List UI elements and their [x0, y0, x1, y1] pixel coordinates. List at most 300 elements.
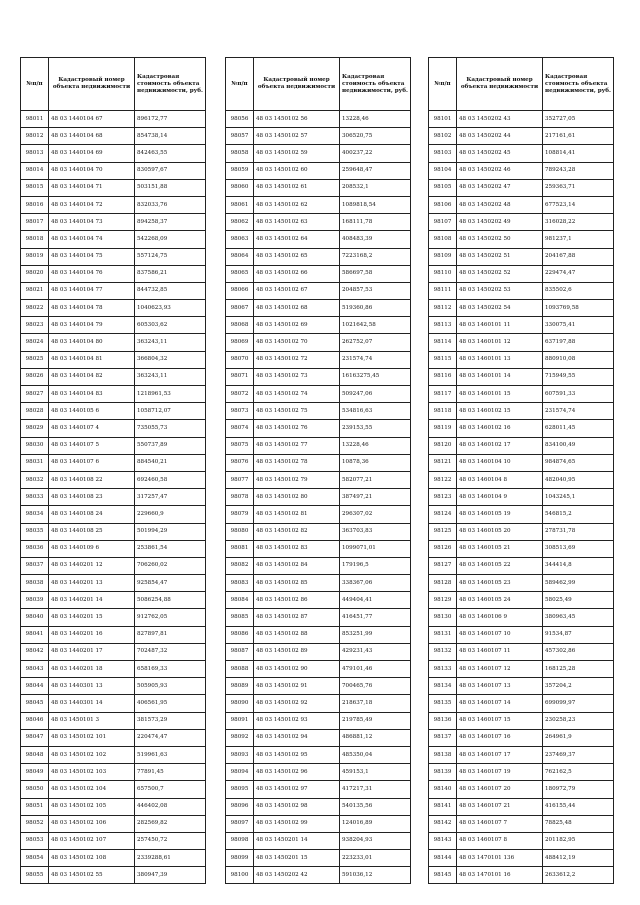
cadastral-number: 48 03 1440104 76 [49, 265, 135, 282]
table-row [429, 557, 614, 574]
cadastral-value: 108814,41 [543, 145, 614, 162]
cadastral-number: 48 03 1440104 79 [49, 317, 135, 334]
cadastral-value: 201182,95 [543, 832, 614, 849]
table-row [226, 575, 411, 592]
cadastral-number: 48 03 1450202 52 [457, 265, 543, 282]
cadastral-number: 48 03 1460105 24 [457, 592, 543, 609]
table-row [226, 678, 411, 695]
table-row [226, 471, 411, 488]
cadastral-number: 48 03 1450102 90 [254, 661, 340, 678]
row-number: 98027 [21, 386, 49, 403]
table-row [429, 128, 614, 145]
row-number: 98056 [226, 111, 254, 128]
cadastral-value: 457302,86 [543, 643, 614, 660]
cadastral-value: 605303,62 [135, 317, 206, 334]
cadastral-number: 48 03 1450102 82 [254, 523, 340, 540]
cadastral-number: 48 03 1440201 18 [49, 661, 135, 678]
table-row [429, 798, 614, 815]
cadastral-number: 48 03 1440107 5 [49, 437, 135, 454]
cadastral-value: 77891,45 [135, 764, 206, 781]
cadastral-value: 699099,97 [543, 695, 614, 712]
cadastral-number: 48 03 1450102 55 [49, 867, 135, 884]
cadastral-value: 827897,81 [135, 626, 206, 643]
cadastral-number: 48 03 1440104 74 [49, 231, 135, 248]
cadastral-value: 486881,12 [340, 729, 411, 746]
cadastral-value: 352727,05 [543, 111, 614, 128]
row-number: 98023 [21, 317, 49, 334]
cadastral-value: 179196,5 [340, 557, 411, 574]
cadastral-number: 48 03 1450102 61 [254, 179, 340, 196]
table-row [226, 661, 411, 678]
table-row [226, 781, 411, 798]
row-number: 98036 [21, 540, 49, 557]
table-row [429, 196, 614, 213]
table-row [21, 282, 206, 299]
cadastral-value: 2633612,2 [543, 867, 614, 884]
cadastral-value: 306520,75 [340, 128, 411, 145]
table-row [21, 179, 206, 196]
table-row [429, 231, 614, 248]
table-row [21, 145, 206, 162]
cadastral-value: 278731,78 [543, 523, 614, 540]
row-number: 98081 [226, 540, 254, 557]
table-row [226, 592, 411, 609]
row-number: 98017 [21, 214, 49, 231]
cadastral-value: 416451,77 [340, 609, 411, 626]
row-number: 98020 [21, 265, 49, 282]
table-row [21, 661, 206, 678]
table-row [226, 454, 411, 471]
row-number: 98047 [21, 729, 49, 746]
cadastral-value: 896172,77 [135, 111, 206, 128]
table-row [226, 712, 411, 729]
table-row [226, 111, 411, 128]
table-row [429, 540, 614, 557]
cadastral-value: 239153,55 [340, 420, 411, 437]
row-number: 98111 [429, 282, 457, 299]
cadastral-value: 1040623,93 [135, 300, 206, 317]
table-row [429, 609, 614, 626]
cadastral-number: 48 03 1460107 8 [457, 832, 543, 849]
table-header-row [21, 58, 206, 111]
row-number: 98097 [226, 815, 254, 832]
cadastral-value: 912762,05 [135, 609, 206, 626]
cadastral-number: 48 03 1460101 13 [457, 351, 543, 368]
cadastral-number: 48 03 1450102 74 [254, 386, 340, 403]
table-row [226, 729, 411, 746]
cadastral-value: 540135,56 [340, 798, 411, 815]
row-number: 98084 [226, 592, 254, 609]
table-row [429, 317, 614, 334]
table-row [429, 265, 614, 282]
cadastral-number: 48 03 1460104 9 [457, 489, 543, 506]
row-number: 98145 [429, 867, 457, 884]
cadastral-value: 534816,63 [340, 403, 411, 420]
cadastral-value: 168111,78 [340, 214, 411, 231]
cadastral-value: 884540,21 [135, 454, 206, 471]
cadastral-number: 48 03 1440104 71 [49, 179, 135, 196]
row-number: 98077 [226, 471, 254, 488]
row-number: 98037 [21, 557, 49, 574]
cadastral-value: 702487,32 [135, 643, 206, 660]
row-number: 98054 [21, 850, 49, 867]
row-number: 98094 [226, 764, 254, 781]
cadastral-value: 488412,19 [543, 850, 614, 867]
cadastral-number: 48 03 1450102 85 [254, 575, 340, 592]
cadastral-number: 48 03 1460105 20 [457, 523, 543, 540]
cadastral-value: 218637,18 [340, 695, 411, 712]
table-row [21, 162, 206, 179]
cadastral-value: 637197,88 [543, 334, 614, 351]
table-row [429, 867, 614, 884]
cadastral-table-2 [225, 57, 411, 884]
row-number: 98030 [21, 437, 49, 454]
cadastral-number: 48 03 1460107 7 [457, 815, 543, 832]
cadastral-value: 380963,45 [543, 609, 614, 626]
row-number: 98021 [21, 282, 49, 299]
cadastral-value: 894258,37 [135, 214, 206, 231]
row-number: 98063 [226, 231, 254, 248]
row-number: 98016 [21, 196, 49, 213]
row-number: 98092 [226, 729, 254, 746]
cadastral-value: 230258,23 [543, 712, 614, 729]
row-number: 98031 [21, 454, 49, 471]
row-number: 98052 [21, 815, 49, 832]
cadastral-value: 557124,75 [135, 248, 206, 265]
table-row [226, 300, 411, 317]
table-row [21, 196, 206, 213]
cadastral-value: 204857,53 [340, 282, 411, 299]
row-number: 98082 [226, 557, 254, 574]
table-row [226, 626, 411, 643]
table-row [21, 506, 206, 523]
row-number: 98143 [429, 832, 457, 849]
row-number: 98106 [429, 196, 457, 213]
cadastral-value: 854738,14 [135, 128, 206, 145]
cadastral-value: 237469,37 [543, 746, 614, 763]
cadastral-value: 366804,32 [135, 351, 206, 368]
row-number: 98011 [21, 111, 49, 128]
cadastral-value: 223233,01 [340, 850, 411, 867]
table-row [226, 798, 411, 815]
cadastral-number: 48 03 1450202 47 [457, 179, 543, 196]
table-row [21, 128, 206, 145]
cadastral-value: 406561,95 [135, 695, 206, 712]
row-number: 98123 [429, 489, 457, 506]
cadastral-number: 48 03 1440301 14 [49, 695, 135, 712]
cadastral-number: 48 03 1460107 12 [457, 661, 543, 678]
table-row [429, 832, 614, 849]
table-row [226, 351, 411, 368]
table-row [21, 575, 206, 592]
cadastral-number: 48 03 1440108 22 [49, 471, 135, 488]
table-row [21, 678, 206, 695]
row-number: 98053 [21, 832, 49, 849]
cadastral-value: 519961,63 [135, 746, 206, 763]
table-row [21, 540, 206, 557]
row-number: 98014 [21, 162, 49, 179]
cadastral-value: 938204,93 [340, 832, 411, 849]
cadastral-number: 48 03 1450201 15 [254, 850, 340, 867]
table-row [226, 317, 411, 334]
cadastral-number: 48 03 1450102 95 [254, 746, 340, 763]
cadastral-value: 628011,45 [543, 420, 614, 437]
cadastral-number: 48 03 1440104 68 [49, 128, 135, 145]
table-row [21, 214, 206, 231]
cadastral-value: 204167,88 [543, 248, 614, 265]
cadastral-number: 48 03 1460107 11 [457, 643, 543, 660]
table-row [21, 386, 206, 403]
cadastral-number: 48 03 1460105 21 [457, 540, 543, 557]
table-row [21, 351, 206, 368]
row-number: 98046 [21, 712, 49, 729]
table-row [226, 214, 411, 231]
cadastral-value: 124016,89 [340, 815, 411, 832]
row-number: 98109 [429, 248, 457, 265]
cadastral-number: 48 03 1450102 70 [254, 334, 340, 351]
row-number: 98034 [21, 506, 49, 523]
cadastral-number: 48 03 1450202 50 [457, 231, 543, 248]
row-number: 98066 [226, 282, 254, 299]
cadastral-value: 519360,86 [340, 300, 411, 317]
cadastral-value: 835502,6 [543, 282, 614, 299]
table-row [226, 248, 411, 265]
row-number: 98079 [226, 506, 254, 523]
cadastral-value: 837586,21 [135, 265, 206, 282]
cadastral-value: 416155,44 [543, 798, 614, 815]
row-number: 98127 [429, 557, 457, 574]
cadastral-number: 48 03 1450102 64 [254, 231, 340, 248]
cadastral-number: 48 03 1450102 68 [254, 300, 340, 317]
cadastral-number: 48 03 1460105 23 [457, 575, 543, 592]
row-number: 98072 [226, 386, 254, 403]
cadastral-number: 48 03 1460107 10 [457, 626, 543, 643]
cadastral-value: 1089818,54 [340, 196, 411, 213]
row-number: 98086 [226, 626, 254, 643]
cadastral-number: 48 03 1450102 79 [254, 471, 340, 488]
table-row [226, 128, 411, 145]
cadastral-value: 589462,99 [543, 575, 614, 592]
table-row [429, 712, 614, 729]
row-number: 98012 [21, 128, 49, 145]
row-number: 98132 [429, 643, 457, 660]
cadastral-number: 48 03 1450202 51 [457, 248, 543, 265]
cadastral-number: 48 03 1460107 19 [457, 764, 543, 781]
cadastral-value: 844732,85 [135, 282, 206, 299]
table-row [21, 317, 206, 334]
cadastral-number: 48 03 1450102 107 [49, 832, 135, 849]
table-row [429, 145, 614, 162]
row-number: 98107 [429, 214, 457, 231]
table-row [21, 712, 206, 729]
cadastral-number: 48 03 1450202 48 [457, 196, 543, 213]
cadastral-value: 607591,33 [543, 386, 614, 403]
cadastral-value: 582077,21 [340, 471, 411, 488]
row-number: 98117 [429, 386, 457, 403]
table-row [21, 695, 206, 712]
cadastral-value: 479101,46 [340, 661, 411, 678]
header-num: №п/п [21, 58, 49, 111]
cadastral-value: 700465,76 [340, 678, 411, 695]
row-number: 98060 [226, 179, 254, 196]
cadastral-number: 48 03 1460107 15 [457, 712, 543, 729]
cadastral-number: 48 03 1450102 63 [254, 214, 340, 231]
table-row [429, 575, 614, 592]
cadastral-value: 1021642,58 [340, 317, 411, 334]
cadastral-number: 48 03 1460107 14 [457, 695, 543, 712]
header-cadastral-number: Кадастровый номер объекта недвижимости [457, 58, 543, 111]
cadastral-number: 48 03 1450201 14 [254, 832, 340, 849]
cadastral-value: 262752,07 [340, 334, 411, 351]
cadastral-value: 550737,89 [135, 437, 206, 454]
table-row [429, 764, 614, 781]
row-number: 98136 [429, 712, 457, 729]
row-number: 98074 [226, 420, 254, 437]
table-row [429, 626, 614, 643]
table-row [429, 403, 614, 420]
row-number: 98108 [429, 231, 457, 248]
row-number: 98093 [226, 746, 254, 763]
cadastral-number: 48 03 1450102 57 [254, 128, 340, 145]
cadastral-value: 984874,65 [543, 454, 614, 471]
cadastral-number: 48 03 1450202 45 [457, 145, 543, 162]
cadastral-number: 48 03 1450102 102 [49, 746, 135, 763]
cadastral-number: 48 03 1440201 16 [49, 626, 135, 643]
table-row [21, 231, 206, 248]
cadastral-value: 168125,28 [543, 661, 614, 678]
row-number: 98110 [429, 265, 457, 282]
cadastral-number: 48 03 1460102 15 [457, 403, 543, 420]
cadastral-number: 48 03 1450102 62 [254, 196, 340, 213]
row-number: 98098 [226, 832, 254, 849]
header-num: №п/п [226, 58, 254, 111]
cadastral-number: 48 03 1460106 9 [457, 609, 543, 626]
table-row [21, 609, 206, 626]
cadastral-number: 48 03 1450102 83 [254, 540, 340, 557]
cadastral-number: 48 03 1450102 108 [49, 850, 135, 867]
row-number: 98061 [226, 196, 254, 213]
row-number: 98048 [21, 746, 49, 763]
row-number: 98075 [226, 437, 254, 454]
row-number: 98065 [226, 265, 254, 282]
cadastral-number: 48 03 1440104 73 [49, 214, 135, 231]
cadastral-value: 308513,69 [543, 540, 614, 557]
row-number: 98096 [226, 798, 254, 815]
cadastral-number: 48 03 1450102 73 [254, 368, 340, 385]
table-row [226, 437, 411, 454]
table-row [226, 196, 411, 213]
row-number: 98140 [429, 781, 457, 798]
table-row [226, 403, 411, 420]
row-number: 98076 [226, 454, 254, 471]
table-row [226, 386, 411, 403]
cadastral-number: 48 03 1440105 6 [49, 403, 135, 420]
table-row [429, 386, 614, 403]
row-number: 98091 [226, 712, 254, 729]
table-row [226, 368, 411, 385]
cadastral-value: 1099071,01 [340, 540, 411, 557]
cadastral-number: 48 03 1460105 22 [457, 557, 543, 574]
table-row [21, 867, 206, 884]
table-row [226, 162, 411, 179]
cadastral-number: 48 03 1460101 11 [457, 317, 543, 334]
cadastral-number: 48 03 1440301 13 [49, 678, 135, 695]
row-number: 98043 [21, 661, 49, 678]
row-number: 98029 [21, 420, 49, 437]
cadastral-value: 459153,1 [340, 764, 411, 781]
table-row [21, 557, 206, 574]
cadastral-number: 48 03 1450102 86 [254, 592, 340, 609]
row-number: 98040 [21, 609, 49, 626]
row-number: 98088 [226, 661, 254, 678]
row-number: 98055 [21, 867, 49, 884]
table-row [226, 867, 411, 884]
cadastral-table-3 [428, 57, 614, 884]
row-number: 98083 [226, 575, 254, 592]
header-num: №п/п [429, 58, 457, 111]
row-number: 98035 [21, 523, 49, 540]
table-row [429, 351, 614, 368]
cadastral-value: 330075,41 [543, 317, 614, 334]
cadastral-number: 48 03 1450102 76 [254, 420, 340, 437]
row-number: 98039 [21, 592, 49, 609]
cadastral-number: 48 03 1450102 93 [254, 712, 340, 729]
cadastral-number: 48 03 1460102 17 [457, 437, 543, 454]
row-number: 98078 [226, 489, 254, 506]
cadastral-value: 58025,49 [543, 592, 614, 609]
row-number: 98028 [21, 403, 49, 420]
cadastral-value: 217161,61 [543, 128, 614, 145]
row-number: 98115 [429, 351, 457, 368]
row-number: 98114 [429, 334, 457, 351]
table-row [21, 626, 206, 643]
row-number: 98131 [429, 626, 457, 643]
table-row [21, 248, 206, 265]
table-row [429, 471, 614, 488]
cadastral-number: 48 03 1440201 14 [49, 592, 135, 609]
table-row [21, 850, 206, 867]
table-row [21, 781, 206, 798]
table-row [226, 334, 411, 351]
row-number: 98026 [21, 368, 49, 385]
cadastral-value: 789243,28 [543, 162, 614, 179]
cadastral-value: 1043245,1 [543, 489, 614, 506]
cadastral-number: 48 03 1460101 12 [457, 334, 543, 351]
cadastral-number: 48 03 1470101 16 [457, 867, 543, 884]
row-number: 98025 [21, 351, 49, 368]
cadastral-number: 48 03 1450102 78 [254, 454, 340, 471]
cadastral-value: 264961,9 [543, 729, 614, 746]
cadastral-number: 48 03 1450102 60 [254, 162, 340, 179]
cadastral-value: 338367,06 [340, 575, 411, 592]
cadastral-value: 259648,47 [340, 162, 411, 179]
cadastral-number: 48 03 1450102 80 [254, 489, 340, 506]
row-number: 98045 [21, 695, 49, 712]
table-row [226, 282, 411, 299]
cadastral-number: 48 03 1460101 14 [457, 368, 543, 385]
cadastral-number: 48 03 1440104 72 [49, 196, 135, 213]
cadastral-value: 317257,47 [135, 489, 206, 506]
cadastral-value: 1218961,53 [135, 386, 206, 403]
table-row [21, 111, 206, 128]
cadastral-value: 981237,1 [543, 231, 614, 248]
row-number: 98033 [21, 489, 49, 506]
row-number: 98105 [429, 179, 457, 196]
table-row [21, 592, 206, 609]
table-row [226, 420, 411, 437]
cadastral-number: 48 03 1470101 136 [457, 850, 543, 867]
table-header-row [429, 58, 614, 111]
